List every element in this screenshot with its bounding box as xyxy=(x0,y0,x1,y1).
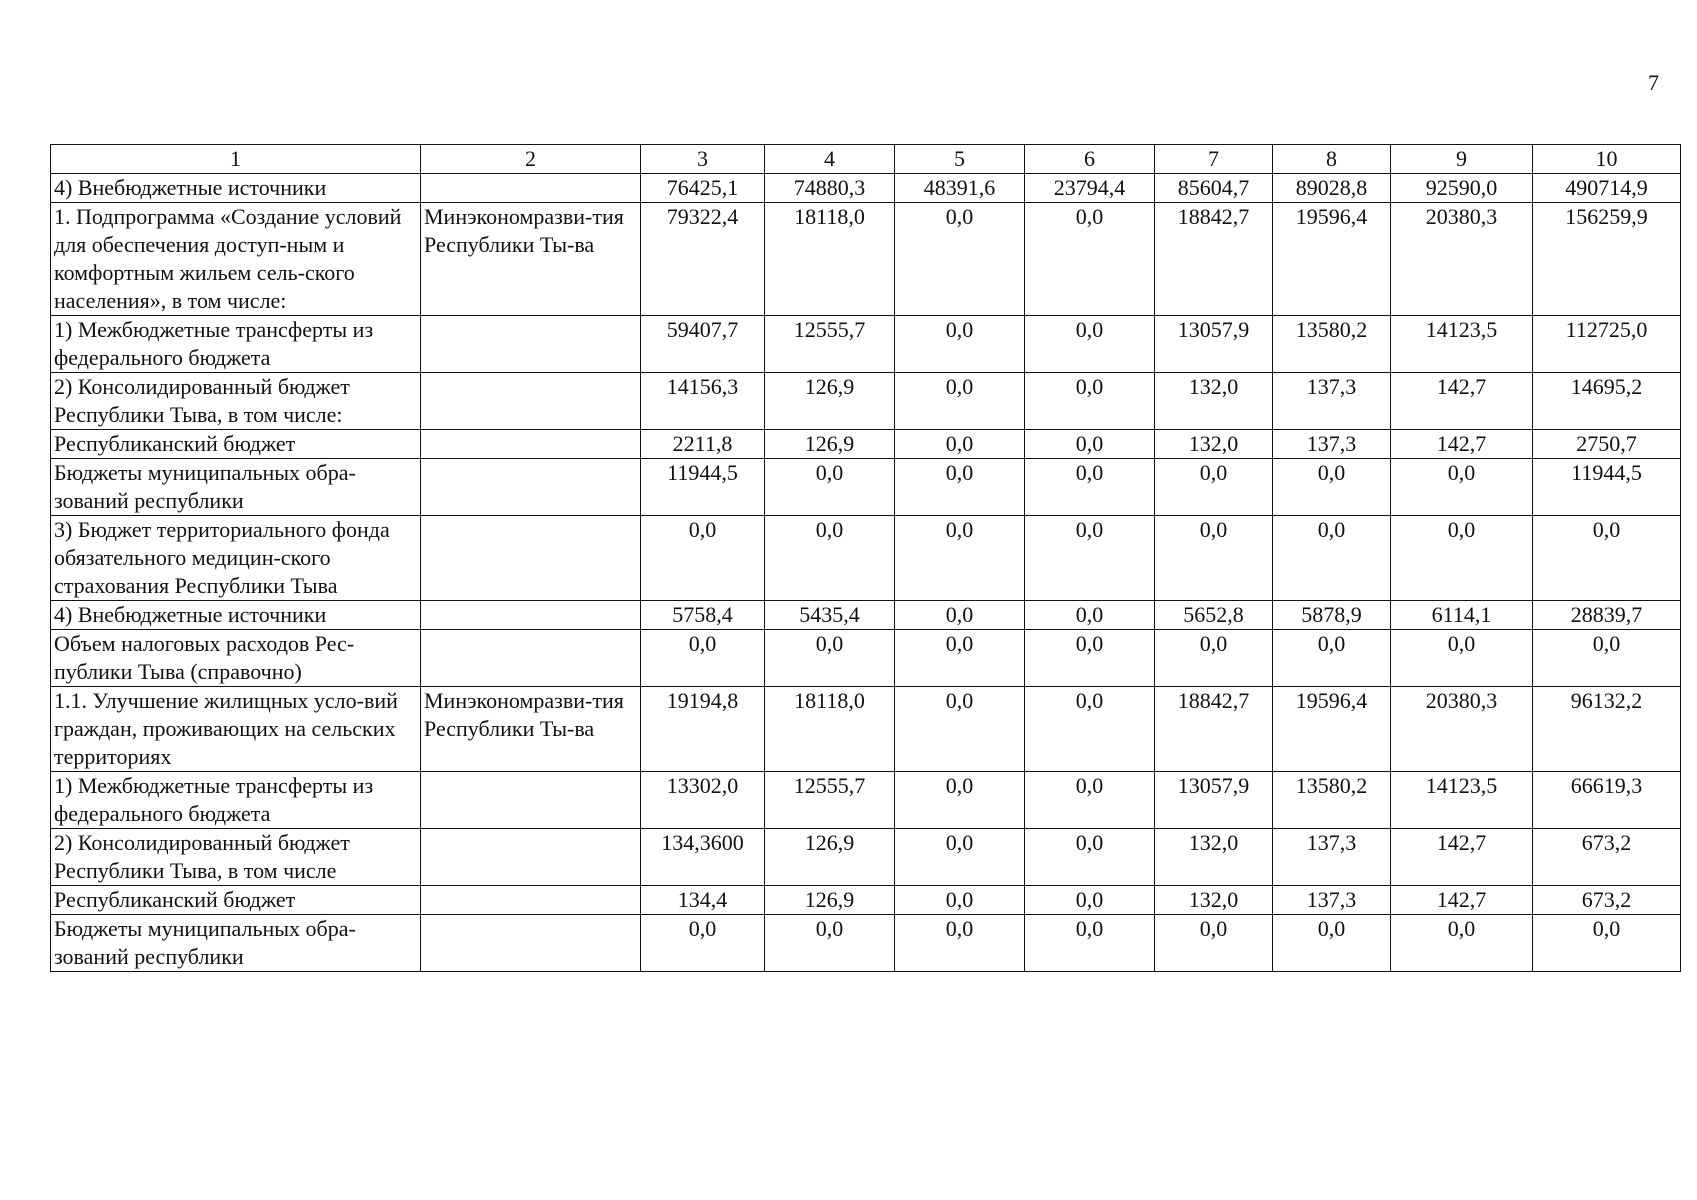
value-cell: 137,3 xyxy=(1273,373,1391,430)
value-cell: 126,9 xyxy=(765,430,895,459)
value-cell: 0,0 xyxy=(895,459,1025,516)
value-cell: 14695,2 xyxy=(1533,373,1681,430)
value-cell: 0,0 xyxy=(895,886,1025,915)
value-cell: 89028,8 xyxy=(1273,174,1391,203)
value-cell: 0,0 xyxy=(1025,886,1155,915)
value-cell: 0,0 xyxy=(1155,516,1273,601)
value-cell: 0,0 xyxy=(1025,772,1155,829)
table-row xyxy=(51,915,1681,972)
value-cell: 134,3600 xyxy=(641,829,765,886)
executor-cell xyxy=(421,459,641,516)
value-cell: 134,4 xyxy=(641,886,765,915)
column-header: 3 xyxy=(641,145,765,174)
value-cell: 0,0 xyxy=(765,915,895,972)
value-cell: 96132,2 xyxy=(1533,687,1681,772)
value-cell: 14123,5 xyxy=(1391,316,1533,373)
executor-cell xyxy=(421,316,641,373)
table-row xyxy=(51,316,1681,373)
row-label-cell: Объем налоговых расходов Рес-публики Тыва (справочно) xyxy=(51,630,421,687)
column-header: 4 xyxy=(765,145,895,174)
row-label-cell: 1) Межбюджетные трансферты из федерального бюджета xyxy=(51,316,421,373)
table-row xyxy=(51,772,1681,829)
value-cell: 48391,6 xyxy=(895,174,1025,203)
value-cell: 0,0 xyxy=(895,430,1025,459)
value-cell: 13580,2 xyxy=(1273,316,1391,373)
value-cell: 14123,5 xyxy=(1391,772,1533,829)
value-cell: 0,0 xyxy=(1025,459,1155,516)
value-cell: 0,0 xyxy=(895,829,1025,886)
executor-cell: Минэкономразви-тия Республики Ты-ва xyxy=(421,687,641,772)
executor-cell xyxy=(421,886,641,915)
value-cell: 19194,8 xyxy=(641,687,765,772)
value-cell: 66619,3 xyxy=(1533,772,1681,829)
value-cell: 18842,7 xyxy=(1155,203,1273,316)
value-cell: 132,0 xyxy=(1155,886,1273,915)
executor-cell xyxy=(421,772,641,829)
value-cell: 28839,7 xyxy=(1533,601,1681,630)
value-cell: 126,9 xyxy=(765,373,895,430)
value-cell: 132,0 xyxy=(1155,430,1273,459)
value-cell: 0,0 xyxy=(895,772,1025,829)
row-label-cell: 2) Консолидированный бюджет Республики Тыва, в том числе xyxy=(51,829,421,886)
row-label-cell: 4) Внебюджетные источники xyxy=(51,601,421,630)
executor-cell xyxy=(421,373,641,430)
value-cell: 0,0 xyxy=(641,630,765,687)
header-row xyxy=(51,145,1681,174)
column-header: 8 xyxy=(1273,145,1391,174)
row-label-cell: 4) Внебюджетные источники xyxy=(51,174,421,203)
value-cell: 0,0 xyxy=(1025,373,1155,430)
row-label-cell: Республиканский бюджет xyxy=(51,886,421,915)
value-cell: 126,9 xyxy=(765,829,895,886)
row-label-cell: 2) Консолидированный бюджет Республики Тыва, в том числе: xyxy=(51,373,421,430)
value-cell: 0,0 xyxy=(641,516,765,601)
value-cell: 112725,0 xyxy=(1533,316,1681,373)
table-row xyxy=(51,630,1681,687)
value-cell: 0,0 xyxy=(1273,915,1391,972)
value-cell: 0,0 xyxy=(1025,516,1155,601)
value-cell: 673,2 xyxy=(1533,829,1681,886)
value-cell: 74880,3 xyxy=(765,174,895,203)
value-cell: 5758,4 xyxy=(641,601,765,630)
value-cell: 0,0 xyxy=(895,373,1025,430)
value-cell: 18118,0 xyxy=(765,687,895,772)
value-cell: 5435,4 xyxy=(765,601,895,630)
executor-cell xyxy=(421,516,641,601)
value-cell: 142,7 xyxy=(1391,373,1533,430)
column-header: 5 xyxy=(895,145,1025,174)
value-cell: 14156,3 xyxy=(641,373,765,430)
value-cell: 13057,9 xyxy=(1155,316,1273,373)
row-label-cell: Бюджеты муниципальных обра-зований республики xyxy=(51,915,421,972)
executor-cell xyxy=(421,915,641,972)
value-cell: 0,0 xyxy=(1273,459,1391,516)
page-number: 7 xyxy=(1648,70,1659,95)
value-cell: 19596,4 xyxy=(1273,687,1391,772)
table-row xyxy=(51,203,1681,316)
executor-cell xyxy=(421,430,641,459)
value-cell: 0,0 xyxy=(895,203,1025,316)
value-cell: 0,0 xyxy=(1391,630,1533,687)
value-cell: 0,0 xyxy=(1025,915,1155,972)
value-cell: 0,0 xyxy=(895,516,1025,601)
value-cell: 0,0 xyxy=(1025,316,1155,373)
value-cell: 2750,7 xyxy=(1533,430,1681,459)
value-cell: 0,0 xyxy=(765,516,895,601)
value-cell: 0,0 xyxy=(1025,430,1155,459)
value-cell: 20380,3 xyxy=(1391,203,1533,316)
executor-cell xyxy=(421,601,641,630)
executor-cell xyxy=(421,829,641,886)
value-cell: 132,0 xyxy=(1155,829,1273,886)
table-row xyxy=(51,373,1681,430)
value-cell: 6114,1 xyxy=(1391,601,1533,630)
value-cell: 76425,1 xyxy=(641,174,765,203)
value-cell: 11944,5 xyxy=(641,459,765,516)
column-header: 10 xyxy=(1533,145,1681,174)
value-cell: 18842,7 xyxy=(1155,687,1273,772)
value-cell: 0,0 xyxy=(895,601,1025,630)
value-cell: 142,7 xyxy=(1391,886,1533,915)
value-cell: 2211,8 xyxy=(641,430,765,459)
table-body xyxy=(51,174,1681,972)
value-cell: 0,0 xyxy=(1025,630,1155,687)
value-cell: 142,7 xyxy=(1391,430,1533,459)
value-cell: 0,0 xyxy=(895,687,1025,772)
value-cell: 0,0 xyxy=(765,459,895,516)
value-cell: 13302,0 xyxy=(641,772,765,829)
value-cell: 0,0 xyxy=(1391,915,1533,972)
row-label-cell: 1.1. Улучшение жилищных усло-вий граждан, проживающих на сельских территориях xyxy=(51,687,421,772)
table-row xyxy=(51,886,1681,915)
value-cell: 132,0 xyxy=(1155,373,1273,430)
row-label-cell: Республиканский бюджет xyxy=(51,430,421,459)
value-cell: 85604,7 xyxy=(1155,174,1273,203)
executor-cell xyxy=(421,174,641,203)
value-cell: 0,0 xyxy=(895,915,1025,972)
column-header: 2 xyxy=(421,145,641,174)
value-cell: 673,2 xyxy=(1533,886,1681,915)
value-cell: 0,0 xyxy=(1533,630,1681,687)
value-cell: 137,3 xyxy=(1273,829,1391,886)
table-row xyxy=(51,459,1681,516)
table-row xyxy=(51,430,1681,459)
table-row xyxy=(51,829,1681,886)
table-row xyxy=(51,687,1681,772)
value-cell: 12555,7 xyxy=(765,316,895,373)
value-cell: 13057,9 xyxy=(1155,772,1273,829)
value-cell: 19596,4 xyxy=(1273,203,1391,316)
column-header: 7 xyxy=(1155,145,1273,174)
row-label-cell: 1. Подпрограмма «Создание условий для обеспечения доступ-ным и комфортным жильем сель-ского населения», в том числе: xyxy=(51,203,421,316)
value-cell: 18118,0 xyxy=(765,203,895,316)
value-cell: 490714,9 xyxy=(1533,174,1681,203)
row-label-cell: 3) Бюджет территориального фонда обязательного медицин-ского страхования Республики Тыва xyxy=(51,516,421,601)
column-header: 1 xyxy=(51,145,421,174)
value-cell: 0,0 xyxy=(1273,516,1391,601)
value-cell: 0,0 xyxy=(1533,915,1681,972)
value-cell: 0,0 xyxy=(1025,829,1155,886)
value-cell: 0,0 xyxy=(765,630,895,687)
value-cell: 0,0 xyxy=(1155,459,1273,516)
value-cell: 12555,7 xyxy=(765,772,895,829)
value-cell: 0,0 xyxy=(1533,516,1681,601)
value-cell: 5652,8 xyxy=(1155,601,1273,630)
column-header: 9 xyxy=(1391,145,1533,174)
value-cell: 92590,0 xyxy=(1391,174,1533,203)
value-cell: 137,3 xyxy=(1273,430,1391,459)
row-label-cell: Бюджеты муниципальных обра-зований республики xyxy=(51,459,421,516)
value-cell: 0,0 xyxy=(641,915,765,972)
value-cell: 23794,4 xyxy=(1025,174,1155,203)
value-cell: 0,0 xyxy=(1155,915,1273,972)
value-cell: 142,7 xyxy=(1391,829,1533,886)
value-cell: 13580,2 xyxy=(1273,772,1391,829)
value-cell: 0,0 xyxy=(1391,516,1533,601)
value-cell: 0,0 xyxy=(1025,601,1155,630)
value-cell: 0,0 xyxy=(1025,687,1155,772)
value-cell: 137,3 xyxy=(1273,886,1391,915)
executor-cell: Минэкономразви-тия Республики Ты-ва xyxy=(421,203,641,316)
value-cell: 5878,9 xyxy=(1273,601,1391,630)
column-header: 6 xyxy=(1025,145,1155,174)
value-cell: 0,0 xyxy=(1391,459,1533,516)
value-cell: 0,0 xyxy=(1025,203,1155,316)
executor-cell xyxy=(421,630,641,687)
value-cell: 0,0 xyxy=(895,630,1025,687)
value-cell: 79322,4 xyxy=(641,203,765,316)
value-cell: 156259,9 xyxy=(1533,203,1681,316)
value-cell: 126,9 xyxy=(765,886,895,915)
table-row xyxy=(51,516,1681,601)
table-row xyxy=(51,174,1681,203)
value-cell: 0,0 xyxy=(1155,630,1273,687)
budget-table xyxy=(50,144,1681,972)
value-cell: 0,0 xyxy=(895,316,1025,373)
value-cell: 11944,5 xyxy=(1533,459,1681,516)
value-cell: 0,0 xyxy=(1273,630,1391,687)
table-row xyxy=(51,601,1681,630)
value-cell: 20380,3 xyxy=(1391,687,1533,772)
row-label-cell: 1) Межбюджетные трансферты из федерального бюджета xyxy=(51,772,421,829)
value-cell: 59407,7 xyxy=(641,316,765,373)
